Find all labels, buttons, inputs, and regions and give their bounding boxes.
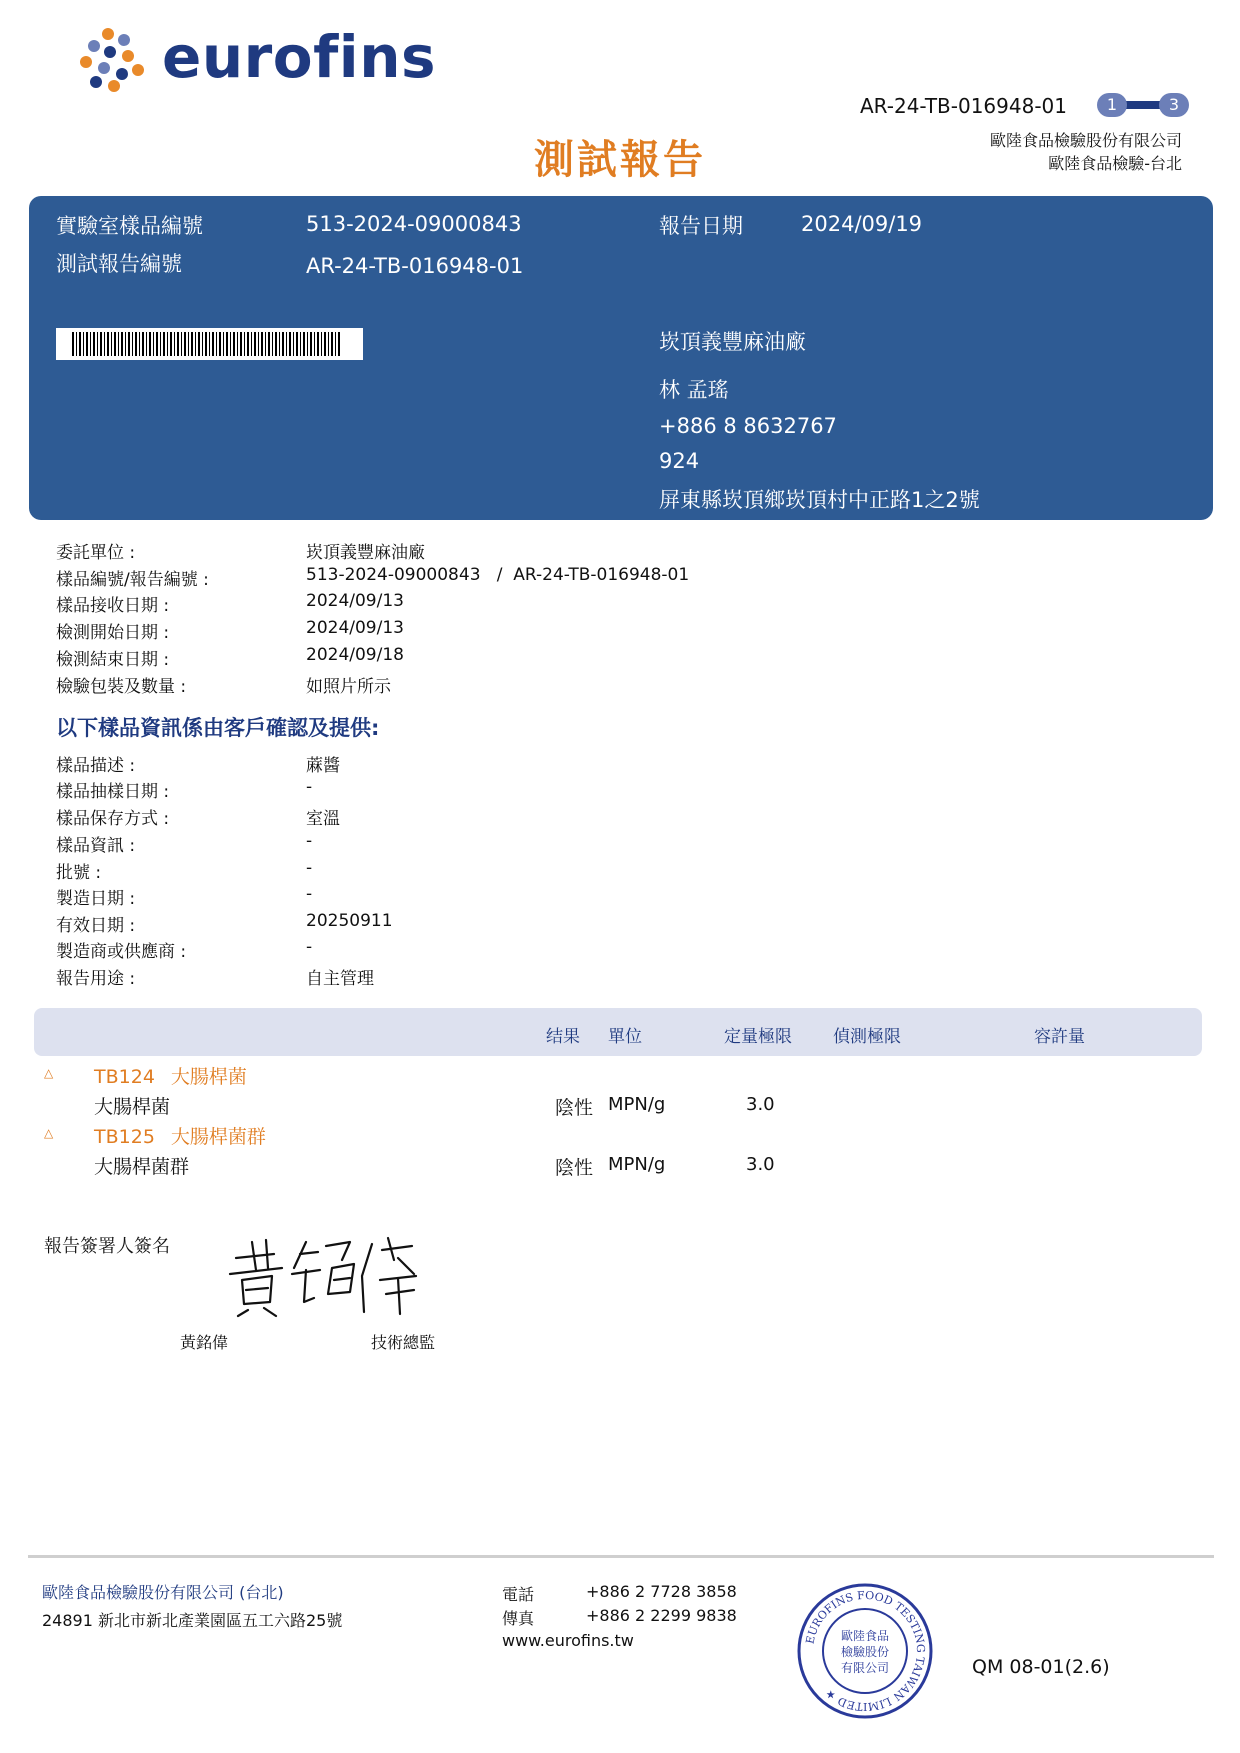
report-no: AR-24-TB-016948-01 [306, 254, 524, 278]
test-result: 陰性 [555, 1097, 594, 1119]
triangle-marker-icon: △ [44, 1126, 54, 1140]
company-seal-stamp [796, 1582, 934, 1720]
col-tolerance: 容許量 [1034, 1027, 1085, 1047]
lab-sample-no-label: 實驗室樣品編號 [56, 214, 203, 238]
test-item-name: 大腸桿菌 [94, 1096, 171, 1118]
signer-name: 黃銘偉 [180, 1333, 229, 1352]
report-summary-panel [29, 196, 1213, 520]
eurofins-logo-mark [80, 28, 150, 90]
footer-website[interactable]: www.eurofins.tw [502, 1631, 634, 1650]
barcode [56, 328, 363, 360]
signature-label: 報告簽署人簽名 [44, 1236, 170, 1257]
document-title: 測試報告 [534, 137, 706, 183]
report-date-label: 報告日期 [659, 214, 743, 238]
footer-address: 24891 新北市新北產業園區五工六路25號 [42, 1611, 343, 1630]
col-unit: 單位 [608, 1027, 642, 1047]
page-indicator [1097, 91, 1189, 119]
svg-text:檢驗股份: 檢驗股份 [840, 1645, 890, 1659]
test-loq: 3.0 [746, 1094, 775, 1115]
lab-sample-no: 513-2024-09000843 [306, 212, 522, 236]
results-table-header [34, 1008, 1202, 1056]
client-info-heading: 以下樣品資訊係由客戶確認及提供: [56, 716, 380, 740]
test-group-heading: TB124 大腸桿菌 [94, 1066, 247, 1088]
test-item-name: 大腸桿菌群 [94, 1156, 190, 1178]
triangle-marker-icon: △ [44, 1066, 54, 1080]
page-current: 1 [1097, 93, 1127, 117]
svg-text:有限公司: 有限公司 [840, 1661, 890, 1675]
header-report-number: AR-24-TB-016948-01 [860, 94, 1067, 118]
lab-branch: 歐陸食品檢驗-台北 [1048, 154, 1182, 173]
report-no-label: 測試報告編號 [56, 252, 182, 276]
footer-tel-label: 電話 [502, 1585, 535, 1604]
client-address: 屏東縣崁頂鄉崁頂村中正路1之2號 [659, 488, 980, 512]
signer-title: 技術總監 [371, 1333, 436, 1352]
client-phone: +886 8 8632767 [659, 414, 837, 438]
test-result: 陰性 [555, 1157, 594, 1179]
test-unit: MPN/g [608, 1094, 666, 1115]
client-contact: 林 孟瑤 [659, 378, 729, 402]
footer-divider [28, 1555, 1214, 1558]
client-postal: 924 [659, 449, 700, 473]
page-total: 3 [1159, 93, 1189, 117]
client-name: 崁頂義豐麻油廠 [659, 330, 806, 354]
col-loq: 定量極限 [724, 1027, 792, 1047]
lab-company: 歐陸食品檢驗股份有限公司 [989, 131, 1182, 150]
test-loq: 3.0 [746, 1154, 775, 1175]
report-date: 2024/09/19 [801, 212, 923, 236]
test-group-heading: TB125 大腸桿菌群 [94, 1126, 266, 1148]
test-unit: MPN/g [608, 1154, 666, 1175]
footer-fax: +886 2 2299 9838 [586, 1606, 737, 1625]
footer-tel: +886 2 7728 3858 [586, 1582, 737, 1601]
handwritten-signature [222, 1228, 422, 1318]
footer-fax-label: 傳真 [502, 1609, 535, 1628]
footer-company: 歐陸食品檢驗股份有限公司 (台北) [42, 1583, 284, 1602]
col-lod: 偵測極限 [833, 1027, 901, 1047]
form-code: QM 08-01(2.6) [972, 1656, 1110, 1678]
svg-text:歐陸食品: 歐陸食品 [840, 1629, 890, 1643]
col-result: 结果 [546, 1027, 580, 1047]
svg-text:EUROFINS FOOD TESTING TAIWAN L: EUROFINS FOOD TESTING TAIWAN LIMITED ★ [803, 1588, 928, 1714]
eurofins-logo-text: eurofins [162, 23, 437, 91]
